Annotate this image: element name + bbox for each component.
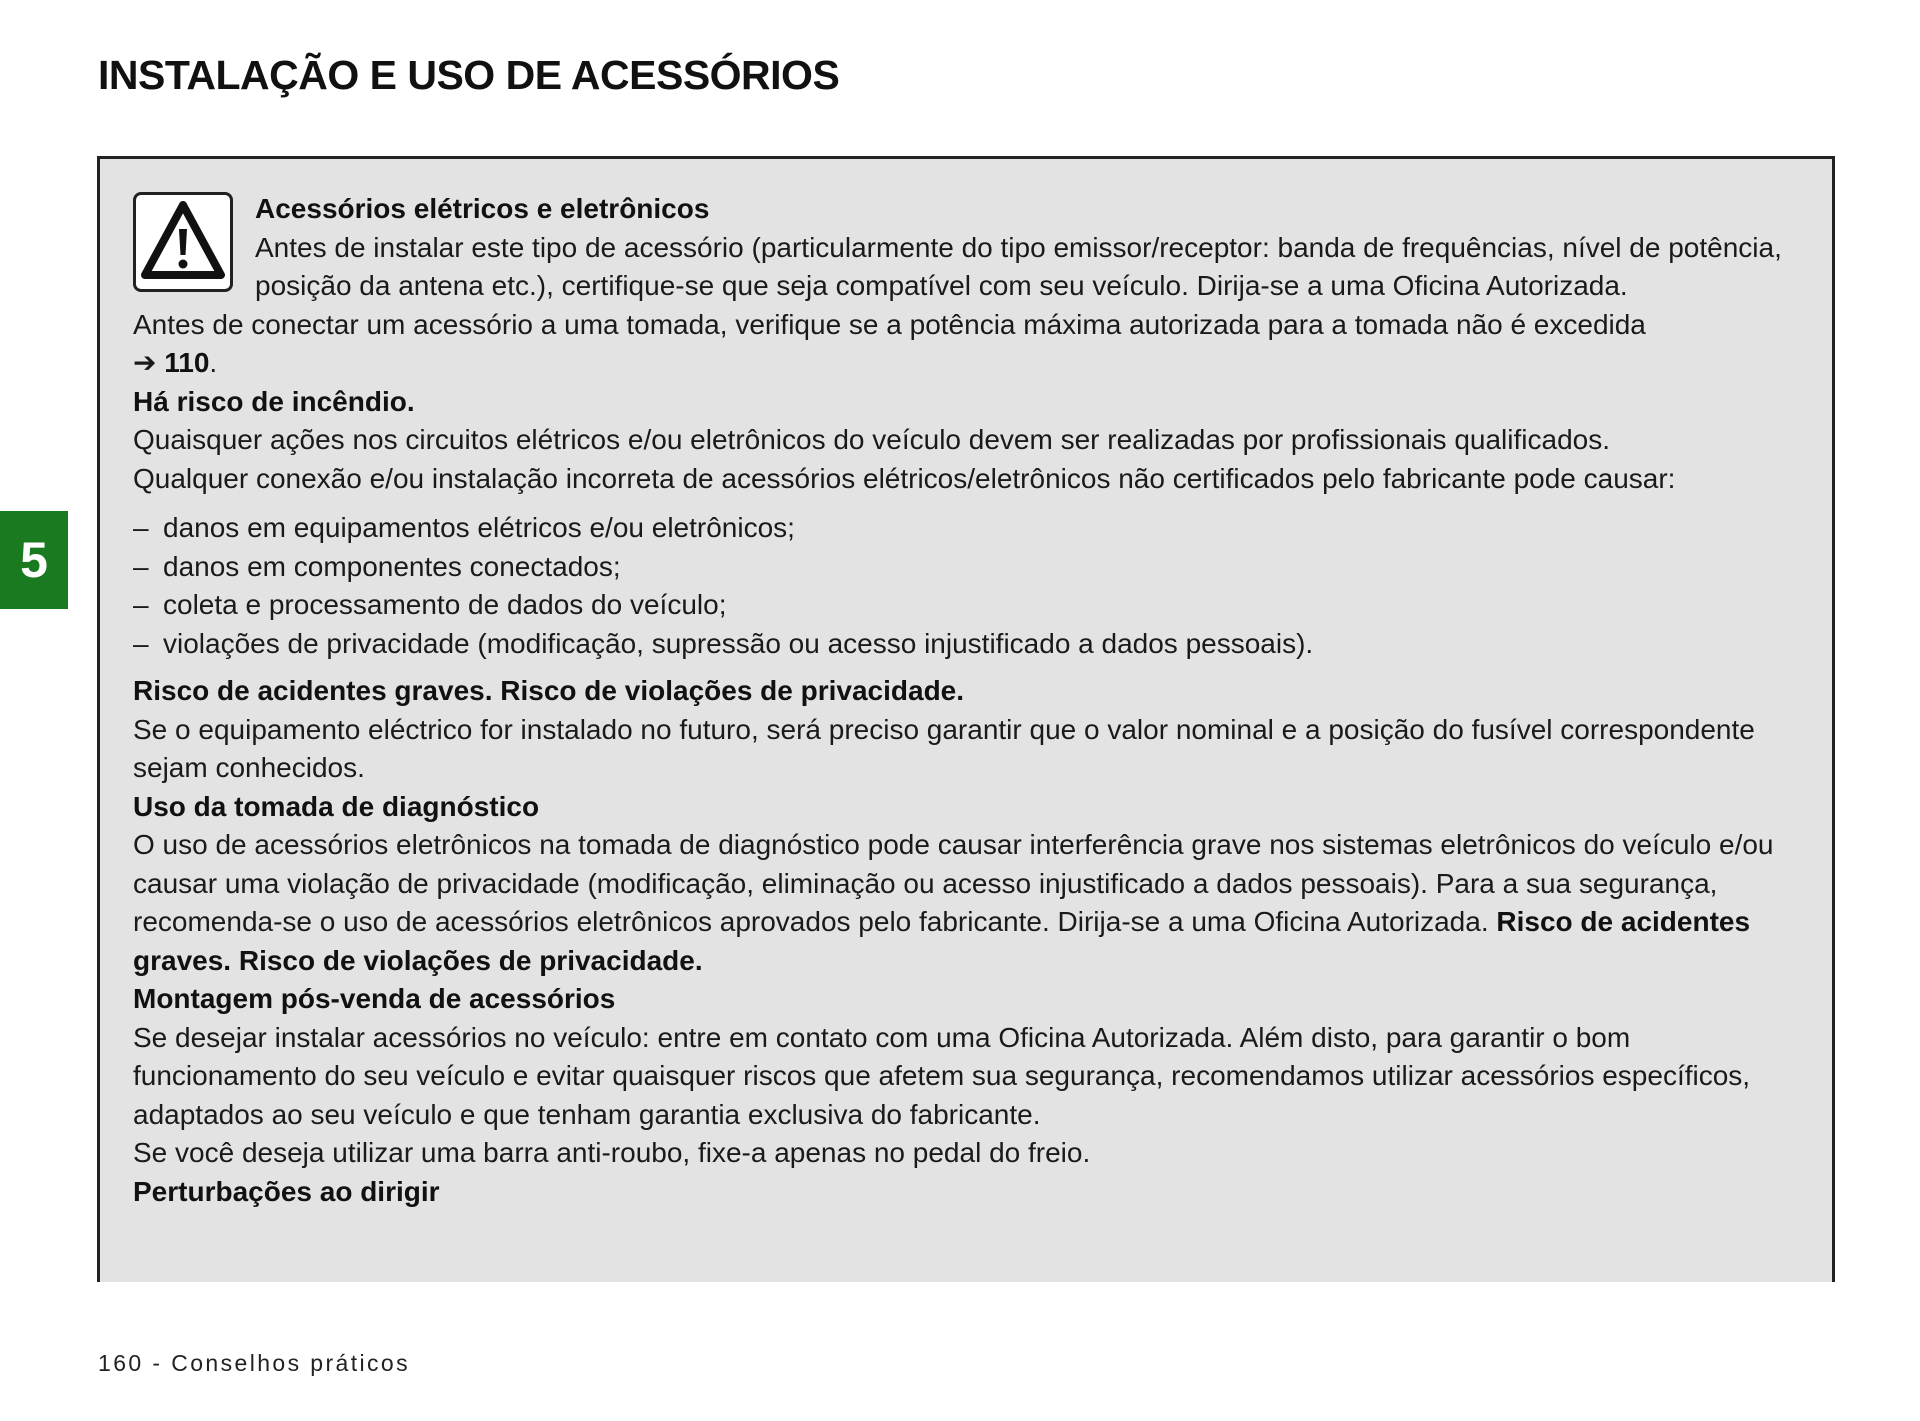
heading-diagnostic-socket: Uso da tomada de diagnóstico xyxy=(133,790,540,822)
warning-box xyxy=(97,156,1835,1282)
paragraph-install-compatibility: Antes de instalar este tipo de acessório (particularmente do tipo emissor/receptor: banda de frequências, nível de potência, posição da antena etc.), certifique-se que seja compatível com seu veículo. Dirija-se a uma Oficina Autorizada. xyxy=(255,231,1782,301)
paragraph-diagnostic-socket xyxy=(133,826,1813,980)
list-item xyxy=(133,625,1813,664)
heading-electrical-accessories: Acessórios elétricos e eletrônicos xyxy=(255,193,710,224)
paragraph-anti-theft-bar: Se você deseja utilizar uma barra anti-roubo, fixe-a apenas no pedal do freio. xyxy=(133,1137,1091,1168)
warning-content xyxy=(133,190,1813,1211)
paragraph-aftermarket-accessories: Se desejar instalar acessórios no veículo: entre em contato com uma Oficina Autorizada. Além disto, para garantir o bom funcionamento do seu veículo e evitar quaisquer riscos que afetem sua segurança, recomendamos utilizar acessórios específicos, adaptados ao seu veículo e que tenham garantia exclusiva do fabricante. xyxy=(133,1021,1751,1130)
list-item xyxy=(133,586,1813,625)
diagnostic-risk-bold: Risco de acidentes graves. Risco de violações de privacidade. xyxy=(133,906,1751,976)
arrow-icon: ➔ xyxy=(133,347,157,378)
page-title: INSTALAÇÃO E USO DE ACESSÓRIOS xyxy=(98,52,840,98)
list-item xyxy=(133,548,1813,587)
dash-bullet: – xyxy=(133,512,149,543)
list-item-text: coleta e processamento de dados do veículo; xyxy=(163,589,727,620)
reference-period: . xyxy=(209,347,218,378)
heading-driving-disturbances: Perturbações ao dirigir xyxy=(133,1175,440,1207)
heading-serious-accident-risk: Risco de acidentes graves. Risco de violações de privacidade. xyxy=(133,675,965,706)
page-footer: 160 - Conselhos práticos xyxy=(98,1350,411,1376)
list-item-text: violações de privacidade (modificação, supressão ou acesso injustificado a dados pessoais). xyxy=(163,627,1314,659)
list-item-text: danos em equipamentos elétricos e/ou eletrônicos; xyxy=(163,512,795,543)
heading-aftermarket-accessories: Montagem pós-venda de acessórios xyxy=(133,983,616,1014)
list-item xyxy=(133,509,1813,548)
paragraph-fuse-rating: Se o equipamento eléctrico for instalado no futuro, será preciso garantir que o valor nominal e a posição do fusível correspondente sejam conhecidos. xyxy=(133,713,1755,783)
dash-bullet: – xyxy=(133,589,149,620)
paragraph-incorrect-connection: Qualquer conexão e/ou instalação incorreta de acessórios elétricos/eletrônicos não certificados pelo fabricante pode causar: xyxy=(133,462,1676,494)
diagnostic-socket-text: O uso de acessórios eletrônicos na tomada de diagnóstico pode causar interferência grave nos sistemas eletrônicos do veículo e/ou causar uma violação de privacidade (modificação, eliminação ou acesso injustificado a dados pessoais). Para a sua segurança, recomenda-se o uso de acessórios eletrônicos aprovados pelo fabricante. Dirija-se a uma Oficina Autorizada. xyxy=(133,829,1774,937)
paragraph-socket-power xyxy=(133,306,1813,383)
list-item-text: danos em componentes conectados; xyxy=(163,550,621,582)
dash-bullet: – xyxy=(133,550,149,582)
heading-fire-risk: Há risco de incêndio. xyxy=(133,385,415,417)
dash-bullet: – xyxy=(133,627,149,659)
paragraph-qualified-professionals: Quaisquer ações nos circuitos elétricos e/ou eletrônicos do veículo devem ser realizadas por profissionais qualificados. xyxy=(133,424,1610,455)
socket-power-text: Antes de conectar um acessório a uma tomada, verifique se a potência máxima autorizada para a tomada não é excedida xyxy=(133,308,1646,340)
consequences-list xyxy=(133,509,1813,663)
chapter-tab[interactable]: 5 xyxy=(0,511,68,609)
page-reference-link[interactable]: 110 xyxy=(164,347,210,378)
